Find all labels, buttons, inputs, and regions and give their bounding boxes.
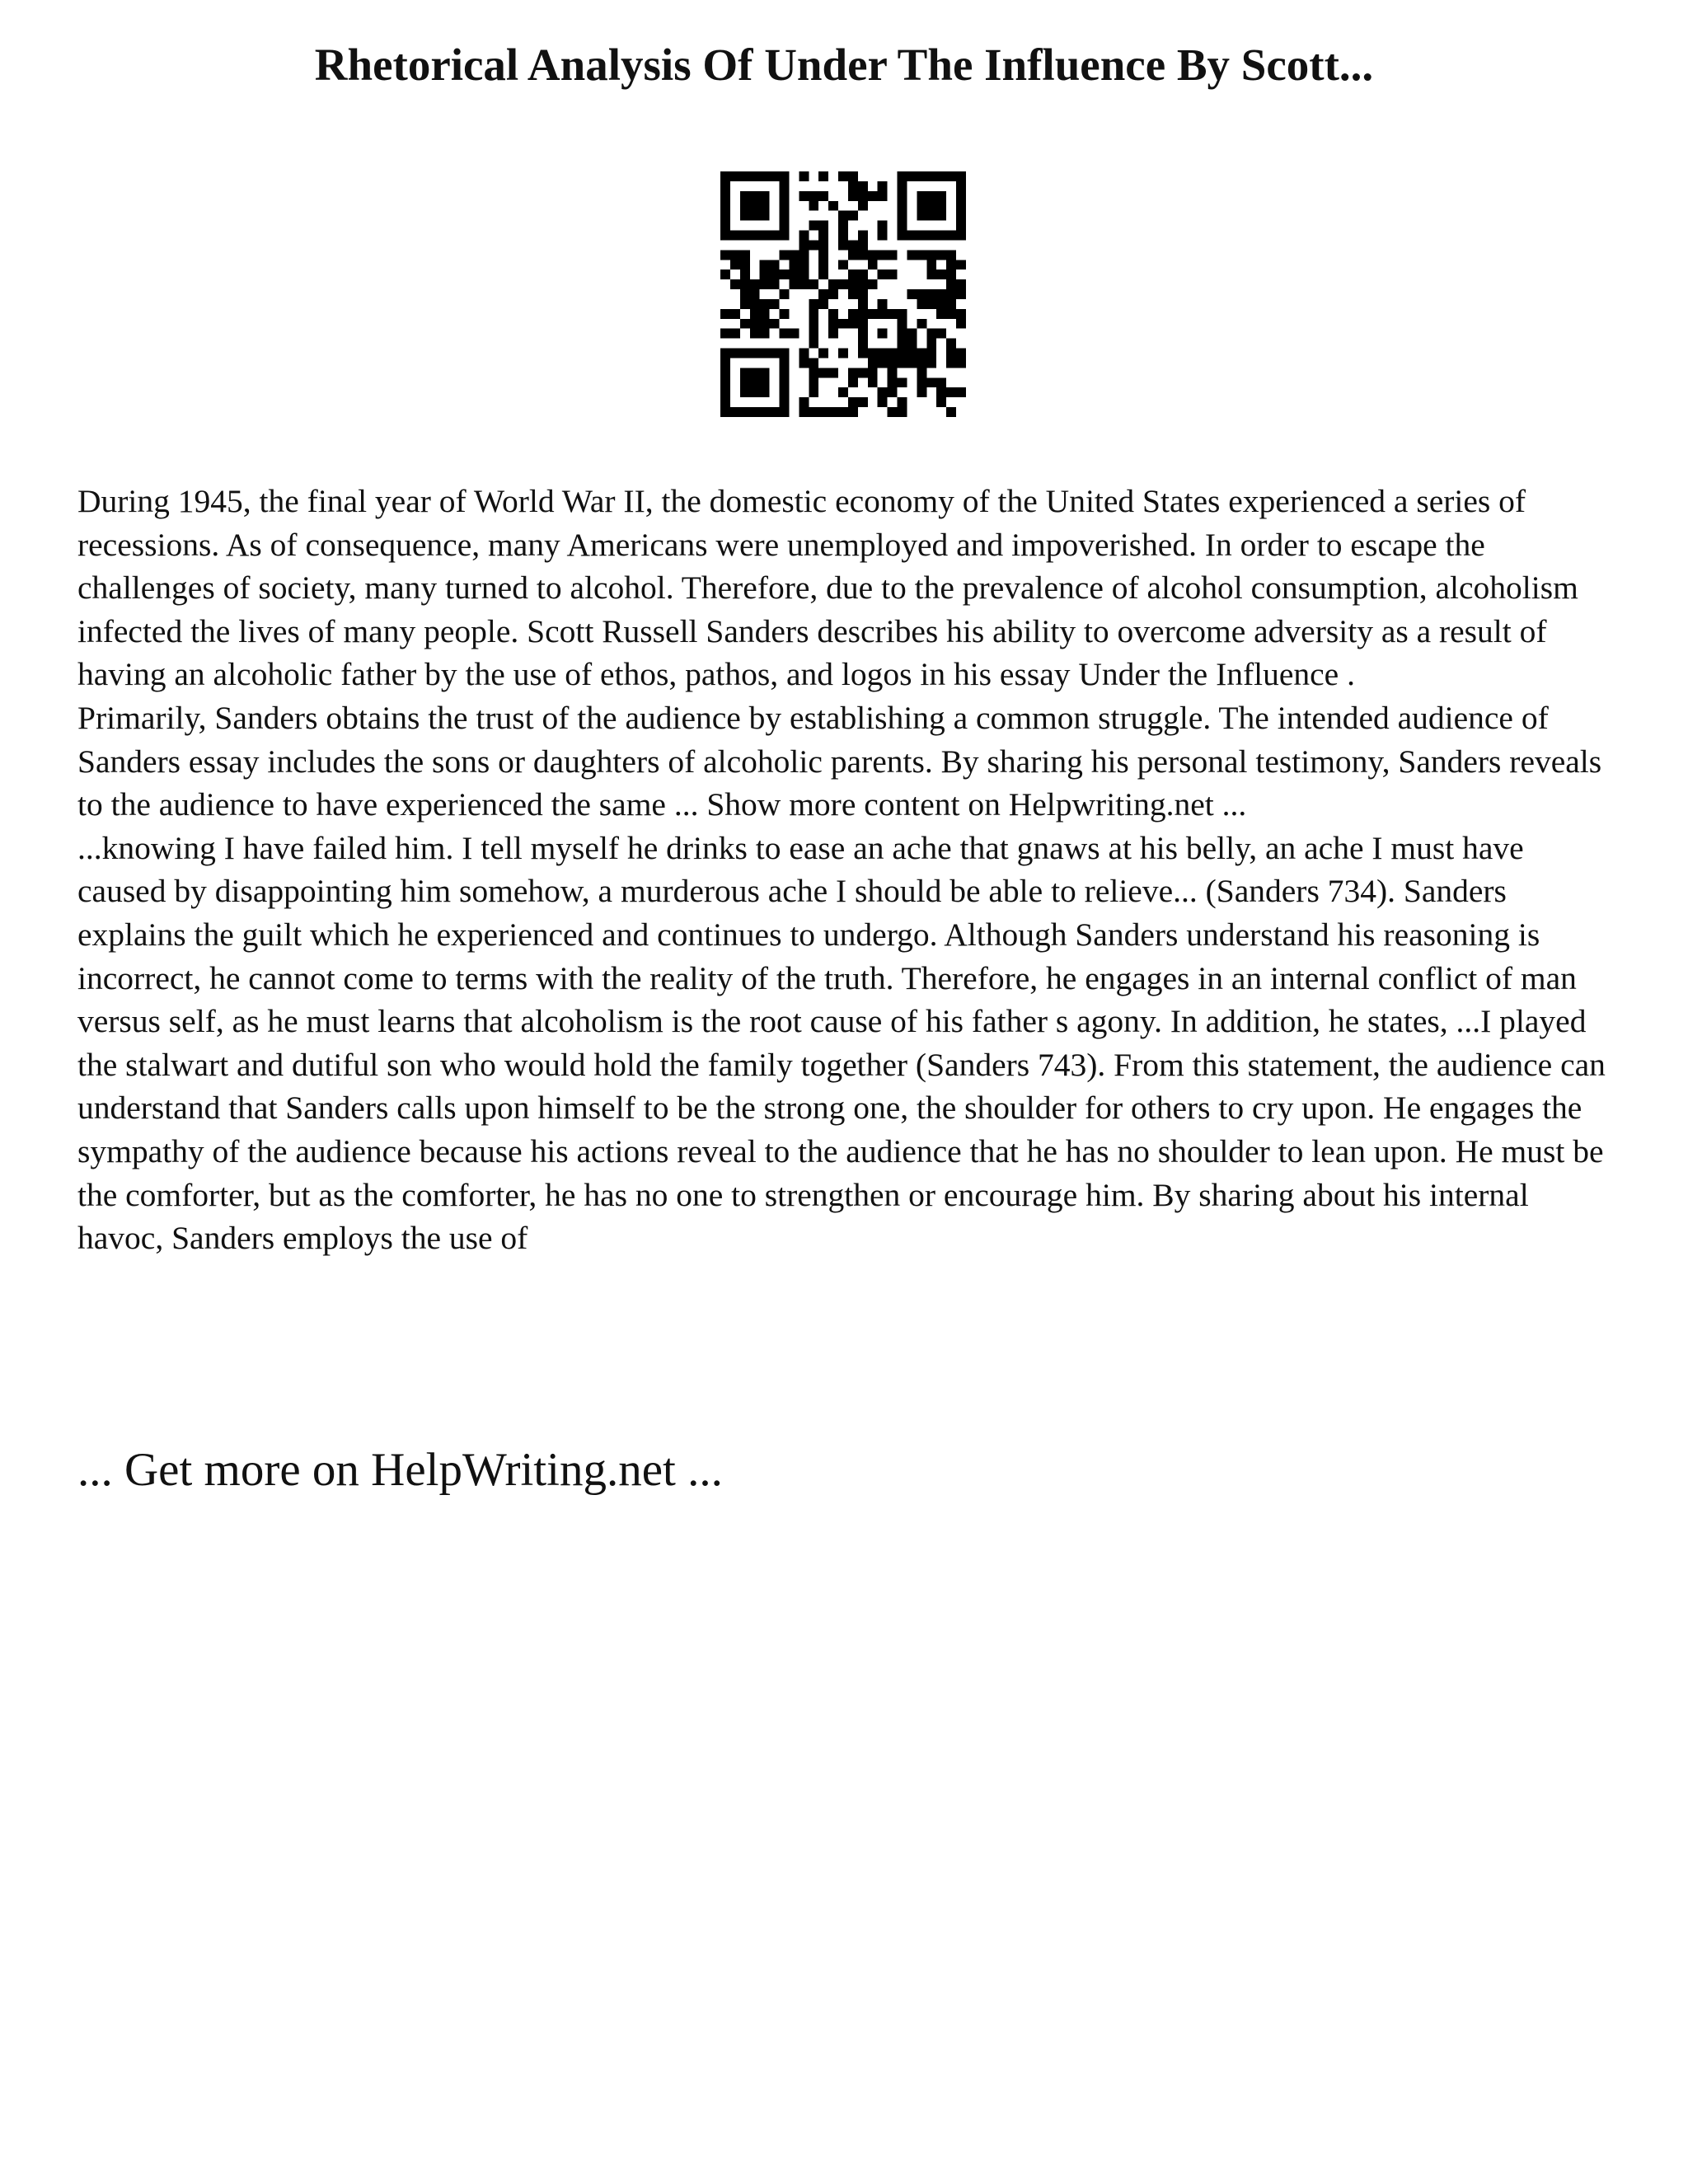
page-title: Rhetorical Analysis Of Under The Influence By Scott...	[314, 40, 1374, 90]
paragraph-primarily: Primarily, Sanders obtains the trust of the audience by establishing a common struggle. The intended audience of Sanders essay includes the sons or daughters of alcoholic parents. By sharing his personal testimony, Sanders reveals to the audience to have experienced the same ... Show more content on Helpwriting.net ...	[77, 699, 1602, 823]
get-more-link[interactable]: ... Get more on HelpWriting.net ...	[77, 1444, 723, 1496]
paragraph-excerpt: ...knowing I have failed him. I tell myself he drinks to ease an ache that gnaws at his belly, an ache I must have caused by disappointing him somehow, a murderous ache I should be able to relieve... (Sanders 734). Sanders explains the guilt which he experienced and continues to undergo. Although Sanders understand his reasoning is incorrect, he cannot come to terms with the reality of the truth. Therefore, he engages in an internal conflict of man versus self, as he must learns that alcoholism is the root cause of his father s agony. In addition, he states, ...I played the stalwart and dutiful son who would hold the family together (Sanders 743). From this statement, the audience can understand that Sanders calls upon himself to be the strong one, the shoulder for others to cry upon. He engages the sympathy of the audience because his actions reveal to the audience that he has no shoulder to lean upon. He must be the comforter, but as the comforter, he has no one to strengthen or encourage him. By sharing about his internal havoc, Sanders employs the use of	[77, 829, 1606, 1257]
qr-code-icon[interactable]	[720, 171, 966, 417]
paragraph-intro: During 1945, the final year of World War II, the domestic economy of the United States experienced a series of recessions. As of consequence, many Americans were unemployed and impoverished. In order to escape the challenges of society, many turned to alcohol. Therefore, due to the prevalence of alcohol consumption, alcoholism infected the lives of many people. Scott Russell Sanders describes his ability to overcome adversity as a result of having an alcoholic father by the use of ethos, pathos, and logos in his essay Under the Influence .	[77, 483, 1578, 693]
qr-code-graphic	[720, 171, 966, 417]
essay-body	[77, 480, 1619, 1260]
